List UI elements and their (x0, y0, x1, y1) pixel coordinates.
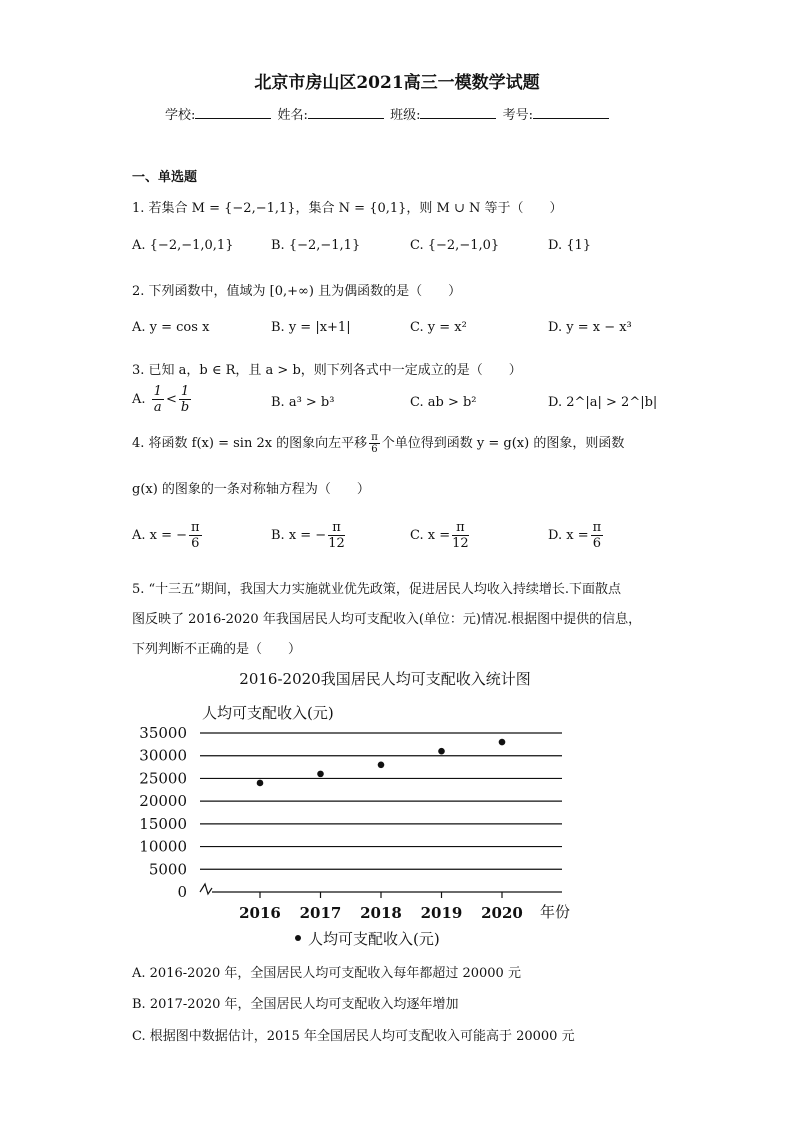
x-tick-label: 2020 (481, 904, 523, 922)
y-tick-label: 25000 (139, 769, 187, 788)
question-5-option-b: B. 2017-2020 年，全国居民人均可支配收入均逐年增加 (132, 997, 459, 1012)
fraction-denominator: 12 (328, 536, 345, 551)
data-point (317, 771, 324, 778)
question-5-stem-line-1: 5. “十三五”期间，我国大力实施就业优先政策，促进居民人均收入持续增长.下面散点 (132, 582, 621, 597)
question-4-option-c (410, 520, 471, 551)
question-1-option-a: A. {−2,−1,0,1} (132, 238, 234, 253)
question-4-option-d (548, 520, 605, 551)
legend-label: 人均可支配收入(元) (308, 930, 440, 948)
question-4-option-b (271, 520, 347, 551)
question-5-option-c: C. 根据图中数据估计，2015 年全国居民人均可支配收入可能高于 20000 元 (132, 1029, 575, 1044)
question-4-stem (132, 432, 624, 455)
question-1-option-c: C. {−2,−1,0} (410, 238, 500, 253)
option-fraction (591, 520, 604, 551)
question-4-stem-part-1: 4. 将函数 f(x) = sin 2x 的图象向左平移 (132, 436, 368, 451)
x-tick-labels (239, 892, 523, 922)
fraction-denominator: b (180, 400, 190, 415)
fraction-numerator: π (592, 520, 602, 535)
chart-title: 2016-2020我国居民人均可支配收入统计图 (239, 670, 531, 688)
y-tick-label: 20000 (139, 792, 187, 811)
fraction-numerator: π (452, 520, 469, 536)
option-a-prefix: A. (132, 392, 146, 407)
less-than-sign: < (165, 392, 177, 407)
data-point (438, 748, 445, 755)
fraction-numerator: 1 (180, 384, 190, 399)
question-2-option-c: C. y = x² (410, 320, 467, 335)
page-title: 北京市房山区2021高三一模数学试题 (254, 73, 540, 93)
y-tick-label: 30000 (139, 746, 187, 765)
school-label: 学校: (165, 108, 196, 123)
fraction-numerator: π (328, 520, 345, 536)
question-2-option-b: B. y = |x+1| (271, 320, 351, 335)
option-prefix: B. x = − (271, 528, 327, 543)
class-label: 班级: (390, 108, 421, 123)
y-tick-label: 10000 (139, 837, 187, 856)
data-point (378, 762, 385, 769)
student-info-line (165, 104, 611, 123)
fraction-numerator: π (371, 432, 378, 443)
y-tick-label: 35000 (139, 724, 187, 742)
y-axis-label: 人均可支配收入(元) (202, 704, 334, 722)
x-axis-label: 年份 (540, 903, 571, 921)
data-points (257, 739, 506, 786)
question-5-option-a: A. 2016-2020 年，全国居民人均可支配收入每年都超过 20000 元 (132, 966, 521, 981)
question-3-option-b: B. a³ > b³ (271, 395, 335, 410)
fraction-denominator: 6 (371, 444, 378, 455)
fraction-denominator: a (153, 400, 162, 415)
grid-lines (200, 733, 562, 869)
fraction-denominator: 6 (592, 536, 601, 551)
question-4-option-a (132, 520, 204, 551)
fraction-denominator: 6 (191, 536, 200, 551)
fraction-numerator: π (191, 520, 200, 535)
school-blank (195, 106, 271, 119)
question-1-option-d: D. {1} (548, 238, 592, 253)
option-prefix: D. x = (548, 528, 589, 543)
axis-break-mark (200, 884, 212, 894)
fraction-1-over-b (179, 384, 191, 415)
option-fraction (452, 520, 469, 551)
x-tick-label: 2018 (360, 904, 402, 922)
question-3-stem: 3. 已知 a，b ∈ R，且 a > b，则下列各式中一定成立的是（ ） (132, 363, 522, 378)
question-1-option-b: B. {−2,−1,1} (271, 238, 361, 253)
income-scatter-chart (130, 662, 610, 954)
section-title: 一、单选题 (132, 170, 198, 185)
question-1-stem: 1. 若集合 M = {−2,−1,1}，集合 N = {0,1}，则 M ∪ N 等于（ ） (132, 201, 563, 216)
shift-fraction (369, 432, 380, 455)
data-point (499, 739, 506, 746)
fraction-1-over-a (152, 384, 164, 415)
option-prefix: C. x = (410, 528, 451, 543)
x-tick-label: 2019 (420, 904, 463, 922)
question-2-option-a: A. y = cos x (132, 320, 210, 335)
question-3-option-d: D. 2^|a| > 2^|b| (548, 395, 658, 410)
fraction-denominator: 12 (452, 536, 469, 551)
question-2-stem: 2. 下列函数中，值域为 [0,+∞) 且为偶函数的是（ ） (132, 284, 462, 299)
y-tick-label: 15000 (139, 814, 187, 833)
name-blank (308, 106, 384, 119)
option-prefix: A. x = − (132, 528, 188, 543)
question-5-stem-line-3: 下列判断不正确的是（ ） (132, 642, 302, 657)
question-3-option-a (132, 384, 193, 415)
y-tick-label: 5000 (148, 860, 187, 879)
legend-marker (295, 935, 301, 941)
data-point (257, 780, 264, 787)
option-fraction (328, 520, 345, 551)
class-blank (420, 106, 496, 119)
option-fraction (189, 520, 202, 551)
y-tick-labels (139, 724, 187, 901)
y-tick-label: 0 (177, 883, 187, 901)
fraction-numerator: 1 (153, 384, 162, 399)
question-4-stem-part-2: 个单位得到函数 y = g(x) 的图象，则函数 (381, 436, 625, 451)
number-blank (533, 106, 609, 119)
number-label: 考号: (502, 108, 533, 123)
question-3-option-c: C. ab > b² (410, 395, 477, 410)
question-4-stem-line-2: g(x) 的图象的一条对称轴方程为（ ） (132, 482, 370, 497)
question-5-stem-line-2: 图反映了 2016-2020 年我国居民人均可支配收入(单位：元)情况.根据图中提供的信息， (132, 612, 642, 627)
name-label: 姓名: (277, 108, 308, 123)
question-2-option-d: D. y = x − x³ (548, 320, 632, 335)
x-tick-label: 2017 (299, 904, 342, 922)
x-tick-label: 2016 (239, 904, 281, 922)
